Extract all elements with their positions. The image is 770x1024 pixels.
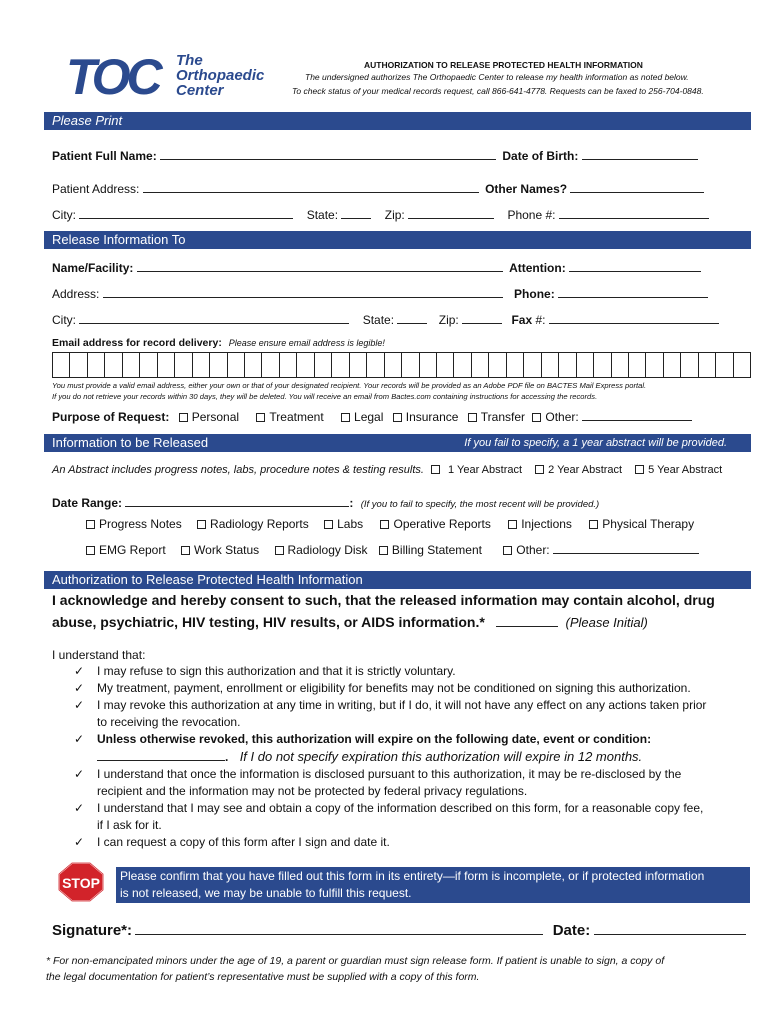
- checkmark-icon: ✓: [74, 801, 85, 815]
- ack-item-4: Unless otherwise revoked, this authorization will expire on the following date, event or condition:: [97, 732, 652, 746]
- footnote-1: * For non-emancipated minors under the age of 19, a parent or guardian must sign release form. If patient is unable to sign, a copy of: [46, 955, 665, 967]
- facility-zip-label: Zip:: [438, 313, 459, 327]
- patient-zip-label: Zip:: [384, 208, 405, 222]
- email-cell[interactable]: [716, 353, 733, 377]
- svg-text:TOC: TOC: [66, 50, 159, 100]
- ack-item-5-cont: recipient and the information may not be protected by federal privacy regulations.: [97, 784, 528, 798]
- email-cell[interactable]: [542, 353, 559, 377]
- facility-zip-field[interactable]: [462, 312, 502, 324]
- other-names-label: Other Names?: [485, 182, 568, 196]
- purpose-legal[interactable]: Legal: [341, 410, 383, 424]
- patient-phone-field[interactable]: [559, 207, 709, 219]
- logo-line2: Orthopaedic: [176, 67, 265, 84]
- option-radiology-reports[interactable]: Radiology Reports: [197, 517, 309, 531]
- patient-state-field[interactable]: [341, 207, 371, 219]
- date-range-row: Date Range: : (If you to fail to specify, the most recent will be provided.): [52, 496, 600, 510]
- option-progress-notes[interactable]: Progress Notes: [86, 517, 182, 531]
- facility-row: [52, 260, 701, 275]
- date-range-label: Date Range:: [52, 496, 123, 510]
- checkbox[interactable]: [635, 465, 644, 474]
- initial-field[interactable]: [496, 615, 558, 627]
- checkbox[interactable]: [431, 465, 440, 474]
- abstract-row: [52, 464, 722, 476]
- patient-city-row: [52, 207, 709, 222]
- checkbox[interactable]: [324, 520, 333, 529]
- checkbox[interactable]: [275, 546, 284, 555]
- email-cell[interactable]: [262, 353, 279, 377]
- attention-label: Attention:: [509, 261, 566, 275]
- form-subtitle-1: The undersigned authorizes The Orthopaedic Center to release my health information as noted below.: [305, 72, 689, 82]
- purpose-row: [52, 409, 692, 424]
- purpose-other-field[interactable]: [582, 409, 692, 421]
- email-cell[interactable]: [437, 353, 454, 377]
- option-injections[interactable]: Injections: [508, 517, 572, 531]
- email-cell[interactable]: [594, 353, 611, 377]
- checkbox[interactable]: [341, 413, 350, 422]
- email-cell[interactable]: [297, 353, 314, 377]
- checkbox[interactable]: [508, 520, 517, 529]
- email-cell[interactable]: [175, 353, 192, 377]
- attention-field[interactable]: [569, 260, 701, 272]
- ack-item-5: I understand that once the information is disclosed pursuant to this authorization, it may be re-disclosed by the: [97, 767, 682, 781]
- facility-state-field[interactable]: [397, 312, 427, 324]
- stop-notice: [116, 867, 750, 903]
- facility-label: Name/Facility:: [52, 261, 134, 275]
- expiration-note: If I do not specify expiration this authorization will expire in 12 months.: [239, 749, 643, 764]
- checkmark-icon: ✓: [74, 835, 85, 849]
- email-cell[interactable]: [489, 353, 506, 377]
- logo-line1: The: [176, 52, 203, 69]
- facility-city-row: [52, 312, 719, 327]
- email-cell[interactable]: [507, 353, 524, 377]
- checkbox[interactable]: [86, 520, 95, 529]
- email-cell[interactable]: [315, 353, 332, 377]
- checkbox[interactable]: [179, 413, 188, 422]
- initial-label: (Please Initial): [565, 615, 648, 630]
- stop-sign-icon: [58, 862, 104, 902]
- email-cell[interactable]: [454, 353, 471, 377]
- checkbox[interactable]: [379, 546, 388, 555]
- email-cell[interactable]: [193, 353, 210, 377]
- facility-city-label: City:: [52, 313, 76, 327]
- patient-phone-label: Phone #:: [507, 208, 556, 222]
- email-cell[interactable]: [646, 353, 663, 377]
- email-cell[interactable]: [734, 353, 750, 377]
- facility-address-label: Address:: [52, 287, 100, 301]
- purpose-other[interactable]: Other:: [532, 410, 578, 424]
- checkbox[interactable]: [503, 546, 512, 555]
- email-cell[interactable]: [88, 353, 105, 377]
- ack-item-7: I can request a copy of this form after I sign and date it.: [97, 835, 390, 849]
- checkbox[interactable]: [197, 520, 206, 529]
- email-notice-2: If you do not retrieve your records within 30 days, they will be deleted. You will receive an email from Bactes.com containing instructions for accessing the records.: [52, 392, 598, 401]
- purpose-label: Purpose of Request:: [52, 410, 170, 424]
- email-cell[interactable]: [280, 353, 297, 377]
- facility-state-label: State:: [362, 313, 395, 327]
- checkmark-icon: ✓: [74, 664, 85, 678]
- email-cell[interactable]: [612, 353, 629, 377]
- fax-label: Fax: [511, 313, 533, 327]
- email-cell[interactable]: [559, 353, 576, 377]
- checkmark-icon: ✓: [74, 698, 85, 712]
- email-notice-1: You must provide a valid email address, either your own or that of your designated recipient. Your records will be provided as an Adobe PDF file on BACTES Mail Express portal.: [52, 381, 647, 390]
- form-title: AUTHORIZATION TO RELEASE PROTECTED HEALTH INFORMATION: [364, 60, 643, 70]
- email-note: Please ensure email address is legible!: [228, 338, 385, 348]
- patient-state-label: State:: [306, 208, 339, 222]
- email-cell[interactable]: [402, 353, 419, 377]
- expiration-field[interactable]: [97, 749, 225, 761]
- email-cell[interactable]: [664, 353, 681, 377]
- signature-field[interactable]: [135, 921, 543, 935]
- email-cell[interactable]: [577, 353, 594, 377]
- signature-row: [52, 921, 746, 939]
- fax-label-suffix: #:: [535, 313, 546, 327]
- patient-address-label: Patient Address:: [52, 182, 140, 196]
- signature-date-field[interactable]: [594, 921, 746, 935]
- other-names-field[interactable]: [570, 181, 704, 193]
- release-to-heading: Release Information To: [44, 231, 751, 249]
- option-physical-therapy[interactable]: Physical Therapy: [589, 517, 694, 531]
- email-cell[interactable]: [105, 353, 122, 377]
- purpose-transfer[interactable]: Transfer: [468, 410, 525, 424]
- patient-address-field[interactable]: [143, 181, 479, 193]
- abstract-2-year[interactable]: 2 Year Abstract: [535, 464, 622, 476]
- ack-item-3-cont: to receiving the revocation.: [97, 715, 241, 729]
- checkbox[interactable]: [256, 413, 265, 422]
- email-cell[interactable]: [472, 353, 489, 377]
- logo-line3: Center: [176, 82, 224, 99]
- facility-address-field[interactable]: [103, 286, 503, 298]
- expiration-row: . If I do not specify expiration this authorization will expire in 12 months.: [97, 749, 642, 764]
- ack-item-6: I understand that I may see and obtain a copy of the information described on this form, for a reasonable copy fee,: [97, 801, 704, 815]
- email-grid[interactable]: [52, 352, 751, 378]
- email-cell[interactable]: [350, 353, 367, 377]
- option-other-field[interactable]: [553, 542, 699, 554]
- email-cell[interactable]: [385, 353, 402, 377]
- email-cell[interactable]: [332, 353, 349, 377]
- stop-sign-text: STOP: [62, 875, 100, 891]
- facility-address-row: [52, 286, 708, 301]
- checkmark-icon: ✓: [74, 732, 85, 746]
- checkbox[interactable]: [86, 546, 95, 555]
- email-cell[interactable]: [367, 353, 384, 377]
- abstract-1-year[interactable]: 1 Year Abstract: [431, 464, 522, 476]
- toc-logo-icon: [66, 50, 176, 100]
- date-range-field[interactable]: [125, 495, 349, 507]
- patient-address-row: [52, 181, 704, 196]
- consent-line-2-row: [52, 614, 648, 630]
- purpose-treatment[interactable]: Treatment: [256, 410, 323, 424]
- checkbox[interactable]: [532, 413, 541, 422]
- email-cell[interactable]: [70, 353, 87, 377]
- fax-field[interactable]: [549, 312, 719, 324]
- checkmark-icon: ✓: [74, 681, 85, 695]
- consent-line-2: abuse, psychiatric, HIV testing, HIV results, or AIDS information.*: [52, 614, 485, 630]
- stop-notice-line-2: is not released, we may be unable to fulfill this request.: [120, 886, 412, 900]
- facility-phone-field[interactable]: [558, 286, 708, 298]
- abstract-text: An Abstract includes progress notes, labs, procedure notes & testing results.: [52, 464, 424, 476]
- consent-line-1: I acknowledge and hereby consent to such, that the released information may contain alcohol, drug: [52, 592, 715, 608]
- email-label-row: [52, 337, 385, 349]
- option-emg-report[interactable]: EMG Report: [86, 543, 166, 557]
- signature-date-label: Date:: [552, 922, 591, 939]
- patient-city-field[interactable]: [79, 207, 293, 219]
- understand-label: I understand that:: [52, 648, 146, 662]
- facility-field[interactable]: [137, 260, 503, 272]
- info-released-note: If you fail to specify, a 1 year abstract will be provided.: [464, 437, 727, 449]
- option-work-status[interactable]: Work Status: [181, 543, 259, 557]
- ack-item-6-cont: if I ask for it.: [97, 818, 162, 832]
- facility-city-field[interactable]: [79, 312, 349, 324]
- signature-label: Signature*:: [52, 922, 133, 939]
- checkbox[interactable]: [380, 520, 389, 529]
- abstract-5-year[interactable]: 5 Year Abstract: [635, 464, 722, 476]
- email-cell[interactable]: [420, 353, 437, 377]
- records-row-2: [86, 542, 699, 557]
- checkbox[interactable]: [589, 520, 598, 529]
- option-billing-statement[interactable]: Billing Statement: [379, 543, 482, 557]
- please-print-heading: Please Print: [44, 112, 751, 130]
- facility-phone-label: Phone:: [514, 287, 555, 301]
- option-operative-reports[interactable]: Operative Reports: [380, 517, 490, 531]
- option-labs[interactable]: Labs: [324, 517, 363, 531]
- checkbox[interactable]: [535, 465, 544, 474]
- purpose-personal[interactable]: Personal: [179, 410, 239, 424]
- patient-name-field[interactable]: [160, 148, 496, 160]
- form-subtitle-2: To check status of your medical records request, call 866-641-4778. Requests can be faxed to 256-704-0848.: [292, 86, 704, 96]
- logo-wordmark: [176, 53, 264, 98]
- info-released-heading: Information to be Released If you fail to specify, a 1 year abstract will be provided.: [44, 434, 751, 452]
- email-cell[interactable]: [245, 353, 262, 377]
- authorization-heading: Authorization to Release Protected Health Information: [44, 571, 751, 589]
- date-range-note: (If you to fail to specify, the most recent will be provided.): [360, 499, 600, 510]
- patient-name-row: [52, 148, 698, 163]
- checkbox[interactable]: [468, 413, 477, 422]
- email-cell[interactable]: [681, 353, 698, 377]
- patient-zip-field[interactable]: [408, 207, 494, 219]
- option-other[interactable]: Other:: [503, 543, 549, 557]
- ack-item-3: I may revoke this authorization at any time in writing, but if I do, it will not have any effect on any actions taken prior: [97, 698, 707, 712]
- email-cell[interactable]: [228, 353, 245, 377]
- option-radiology-disk[interactable]: Radiology Disk: [275, 543, 368, 557]
- email-cell[interactable]: [123, 353, 140, 377]
- checkbox[interactable]: [393, 413, 402, 422]
- email-cell[interactable]: [629, 353, 646, 377]
- checkbox[interactable]: [181, 546, 190, 555]
- email-cell[interactable]: [140, 353, 157, 377]
- purpose-insurance[interactable]: Insurance: [393, 410, 459, 424]
- stop-notice-line-1: Please confirm that you have filled out this form in its entirety—if form is incomplete, or if protected information: [120, 869, 705, 883]
- ack-item-1: I may refuse to sign this authorization and that it is strictly voluntary.: [97, 664, 456, 678]
- footnote-2: the legal documentation for patient’s representative must be supplied with a copy of this form.: [46, 971, 480, 983]
- dob-label: Date of Birth:: [502, 149, 579, 163]
- ack-item-2: My treatment, payment, enrollment or eligibility for benefits may not be conditioned on signing this authorization.: [97, 681, 691, 695]
- checkmark-icon: ✓: [74, 767, 85, 781]
- email-cell[interactable]: [210, 353, 227, 377]
- dob-field[interactable]: [582, 148, 698, 160]
- patient-name-label: Patient Full Name:: [52, 149, 157, 163]
- records-row-1: [86, 517, 694, 531]
- email-cell[interactable]: [53, 353, 70, 377]
- patient-city-label: City:: [52, 208, 76, 222]
- email-cell[interactable]: [524, 353, 541, 377]
- email-cell[interactable]: [158, 353, 175, 377]
- email-label: Email address for record delivery:: [52, 337, 222, 349]
- email-cell[interactable]: [699, 353, 716, 377]
